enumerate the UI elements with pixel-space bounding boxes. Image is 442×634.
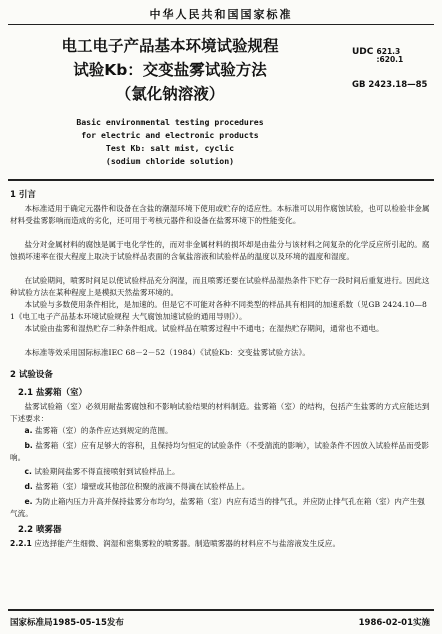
item-c-label: c. <box>24 467 32 476</box>
main-title-line3: （氯化钠溶液） <box>115 85 225 103</box>
implemented-date: 1986-02-01实施 <box>358 618 430 628</box>
english-title-line1: Basic environmental testing procedures <box>76 117 264 127</box>
section-1-heading: 1 引言 <box>10 190 36 200</box>
item-e-text: 为防止箱内压力升高并保持盐雾分布均匀，盐雾箱（室）内应有适当的排气孔，并应防止排气孔在箱（室）内产生强气流。 <box>10 497 425 518</box>
gb-code: GB 2423.18—85 <box>352 80 428 90</box>
footer-rule <box>8 609 434 611</box>
s221-number: 2.2.1 <box>10 539 32 548</box>
s1-paragraph-3: 在试验期间，喷雾时间足以使试验样品充分润湿，而且喷雾还要在试验样品湿热条件下贮存一段时间后重复进行。因此这种试验方法在某种程度上是模拟天然盐雾环境的。 <box>10 276 430 297</box>
section-2-1-heading: 2.1 盐雾箱（室） <box>18 388 88 398</box>
s1-paragraph-6: 本标准等效采用国际标准IEC 68－2－52（1984）《试验Kb：交变盐雾试验方法》。 <box>24 348 311 357</box>
english-title-line4: (sodium chloride solution) <box>105 156 235 166</box>
main-title-line2: 试验Kb：交变盐雾试验方法 <box>73 61 267 79</box>
udc-number-2: :620.1 <box>376 54 404 64</box>
english-title-line2: for electric and electronic products <box>81 130 259 140</box>
item-e-label: e. <box>24 497 33 506</box>
english-title-line3: Test Kb: salt mist, cyclic <box>105 143 235 153</box>
title-separator-rule <box>8 179 434 181</box>
s21-item-c <box>10 466 431 478</box>
s21-intro: 盐雾试验箱（室）必须用耐盐雾腐蚀和不影响试验结果的材料制造。盐雾箱（室）的结构，包括产生盐雾的方式应能达到下述要求： <box>10 402 430 423</box>
s1-paragraph-2: 盐分对金属材料的腐蚀是属于电化学性的，而对非金属材料的损坏却是由盐分与该材料之间复杂的化学反应所引起的。腐蚀损坏速率在很大程度上取决于试验样品表面的含氧盐溶液和试验样品的温度以及环境的温度和湿度。 <box>10 240 430 261</box>
item-d-label: d. <box>24 482 33 491</box>
udc-numbers <box>377 48 404 63</box>
item-a-label: a. <box>24 426 33 435</box>
s1-paragraph-4: 本试验与多数使用条件相比，是加速的。但是它不可能对各种不同类型的样品具有相同的加速系数（见GB 2424.10—81《电工电子产品基本环境试验规程 大气腐蚀加速试验的通用导则》）。 <box>10 300 427 321</box>
udc-number-1: 621.3 <box>376 47 401 56</box>
item-b-label: b. <box>24 441 33 450</box>
s21-item-b <box>10 440 431 464</box>
s21-item-a <box>10 425 431 437</box>
item-b-text: 盐雾箱（室）应有足够大的容积，且保持均匀恒定的试验条件（不受湍流的影响），试验条件不因放入试验样品而受影响。 <box>10 441 429 462</box>
section-2-heading: 2 试验设备 <box>10 370 53 380</box>
national-standard-title: 中华人民共和国国家标准 <box>149 8 293 21</box>
udc-code <box>352 48 403 63</box>
s21-item-d <box>10 481 431 493</box>
udc-label: UDC <box>352 47 374 57</box>
issued-date: 国家标准局1985-05-15发布 <box>10 618 124 628</box>
section-2-2-heading: 2.2 喷雾器 <box>18 525 62 535</box>
header-rule <box>8 24 434 25</box>
s1-paragraph-5: 本试验由盐雾和湿热贮存二种条件组成。试验样品在喷雾过程中不通电；在湿热贮存期间，通常也不通电。 <box>24 324 384 333</box>
s1-paragraph-1: 本标准适用于确定元器件和设备在含盐的潮湿环境下使用或贮存的适应性。本标准可以用作腐蚀试验，也可以检验非金属材料受盐雾影响而造成的劣化，还可用于考核元器件和设备在盐雾环境下的性能变化。 <box>10 204 430 225</box>
s221-text: 应选择能产生细微、润湿和密集雾粒的喷雾器。制造喷雾器的材料应不与盐溶液发生反应。 <box>34 539 341 548</box>
main-title-line1: 电工电子产品基本环境试验规程 <box>61 37 279 55</box>
item-d-text: 盐雾箱（室）墙壁或其他部位积聚的液滴不得滴在试验样品上。 <box>35 482 250 491</box>
item-c-text: 试验期间盐雾不得直接喷射到试验样品上。 <box>34 467 180 476</box>
item-a-text: 盐雾箱（室）的条件应达到规定的范围。 <box>35 426 173 435</box>
s221-paragraph <box>10 538 431 550</box>
s21-item-e <box>10 496 431 520</box>
